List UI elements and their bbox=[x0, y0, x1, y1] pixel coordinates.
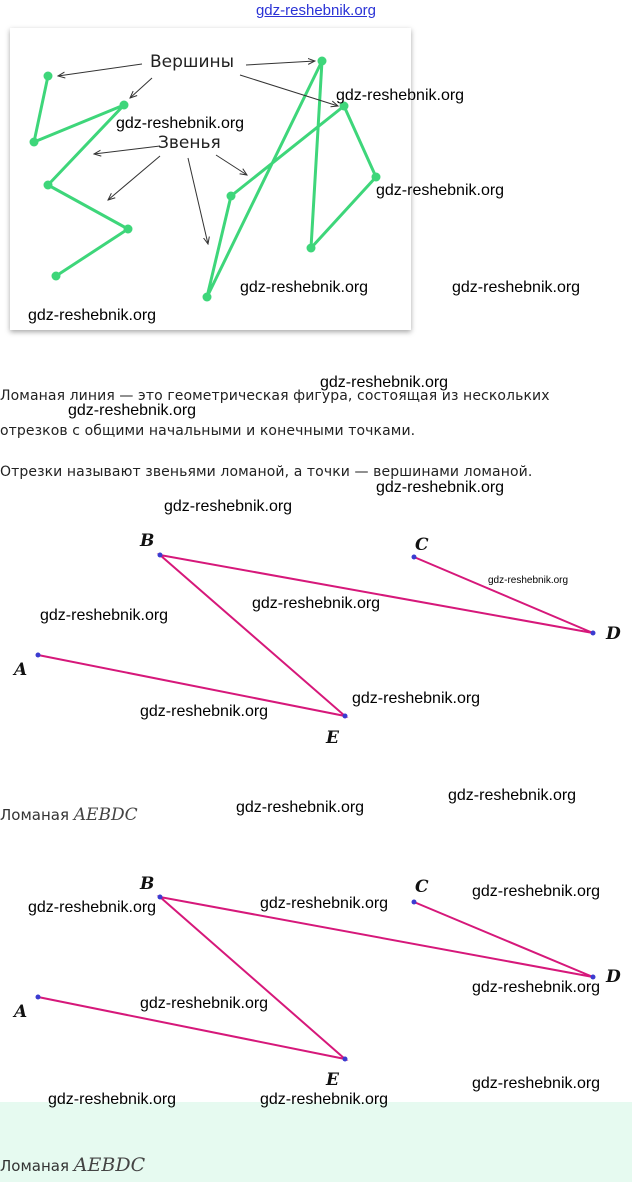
polyline-aebdc-2 bbox=[38, 897, 593, 1059]
point-d-label-2: D bbox=[606, 967, 621, 987]
polyline-aebdc-figure bbox=[0, 520, 632, 750]
watermark: gdz-reshebnik.org bbox=[116, 115, 245, 132]
caption-word: Ломаная bbox=[0, 806, 69, 824]
point-e-label-2: E bbox=[326, 1070, 339, 1090]
watermark: gdz-reshebnik.org bbox=[236, 799, 365, 816]
top-watermark-link[interactable]: gdz-reshebnik.org bbox=[255, 2, 377, 19]
watermark: gdz-reshebnik.org bbox=[448, 787, 577, 804]
segments-vertices-text: Отрезки называют звеньями ломаной, а точки — вершинами ломаной. bbox=[0, 464, 533, 480]
caption-math-2: AEBDC bbox=[73, 1154, 146, 1176]
caption-word-2: Ломаная bbox=[0, 1157, 69, 1175]
definition-line-2: отрезков с общими начальными и конечными точками. bbox=[0, 423, 416, 439]
watermark: gdz-reshebnik.org bbox=[240, 279, 369, 296]
vertices-label: Вершины bbox=[150, 52, 235, 72]
point-c-label-2: C bbox=[415, 877, 429, 897]
watermark: gdz-reshebnik.org bbox=[376, 479, 505, 496]
point-b-label-2: B bbox=[140, 874, 155, 894]
points-2 bbox=[36, 895, 596, 1062]
watermark: gdz-reshebnik.org bbox=[252, 595, 381, 612]
watermark: gdz-reshebnik.org bbox=[140, 995, 269, 1012]
figure2-caption bbox=[0, 805, 138, 825]
watermark: gdz-reshebnik.org bbox=[336, 87, 465, 104]
point-d-label: D bbox=[606, 624, 621, 644]
edges-label: Звенья bbox=[158, 133, 221, 153]
point-b-label: B bbox=[140, 531, 155, 551]
caption-math: AEBDC bbox=[73, 805, 138, 825]
watermark: gdz-reshebnik.org bbox=[452, 279, 581, 296]
watermark: gdz-reshebnik.org bbox=[48, 1091, 177, 1108]
point-a-label: A bbox=[14, 660, 28, 680]
watermark: gdz-reshebnik.org bbox=[28, 307, 157, 324]
watermark: gdz-reshebnik.org bbox=[140, 703, 269, 720]
figure3-caption bbox=[0, 1154, 145, 1176]
point-e-label: E bbox=[326, 728, 339, 748]
watermark: gdz-reshebnik.org bbox=[472, 883, 601, 900]
watermark: gdz-reshebnik.org bbox=[352, 690, 481, 707]
watermark: gdz-reshebnik.org bbox=[472, 979, 601, 996]
watermark: gdz-reshebnik.org bbox=[260, 1091, 389, 1108]
watermark: gdz-reshebnik.org bbox=[376, 182, 505, 199]
watermark: gdz-reshebnik.org bbox=[68, 402, 197, 419]
watermark: gdz-reshebnik.org bbox=[472, 1075, 601, 1092]
watermark: gdz-reshebnik.org bbox=[260, 895, 389, 912]
vertices bbox=[30, 57, 381, 302]
point-a-label-2: A bbox=[14, 1002, 28, 1022]
point-c-label: C bbox=[415, 535, 429, 555]
watermark: gdz-reshebnik.org bbox=[28, 899, 157, 916]
watermark: gdz-reshebnik.org bbox=[164, 498, 293, 515]
watermark: gdz-reshebnik.org bbox=[320, 374, 449, 391]
left-polyline bbox=[34, 76, 128, 276]
watermark-small: gdz-reshebnik.org bbox=[488, 575, 569, 586]
definition-line-1: Ломаная линия — это геометрическая фигура, состоящая из нескольких bbox=[0, 388, 550, 404]
watermark: gdz-reshebnik.org bbox=[40, 607, 169, 624]
